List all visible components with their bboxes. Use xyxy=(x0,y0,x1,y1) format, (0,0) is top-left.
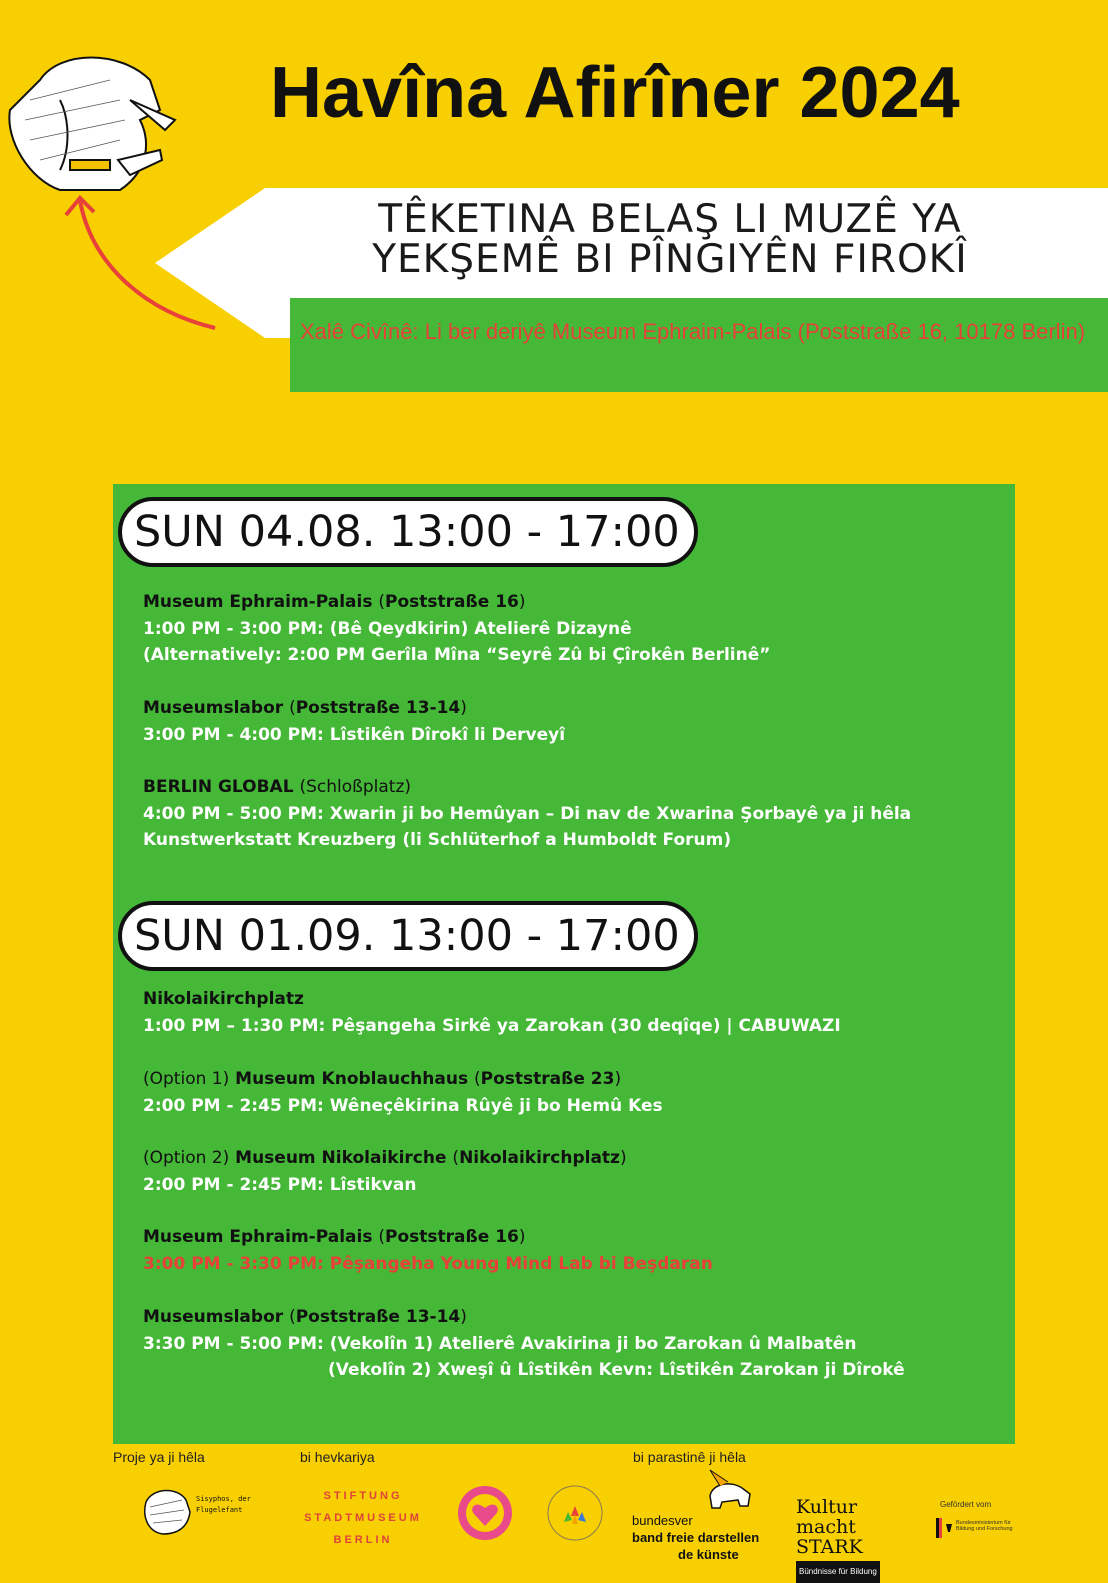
subtitle-line-1: TÊKETINA BELAŞ LI MUZÊ YA xyxy=(378,197,962,242)
location-address: Poststraße 23 xyxy=(480,1069,615,1089)
page-title: Havîna Afirîner 2024 xyxy=(270,53,960,133)
location-name: Museumslabor xyxy=(143,1307,284,1327)
schedule-line: 1:00 PM - 3:00 PM: (Bê Qeydkirin) Atelierê Dizaynê xyxy=(143,618,632,639)
kultur-macht-stark-logo xyxy=(796,1497,916,1583)
schedule-line: 3:30 PM - 5:00 PM: (Vekolîn 1) Atelierê Avakirina ji bo Zarokan û Malbatên xyxy=(143,1333,857,1354)
schedule-line: 4:00 PM - 5:00 PM: Xwarin ji bo Hemûyan – Di nav de Xwarina Şorbayê ya ji hêla xyxy=(143,803,912,824)
location-address: Poststraße 16 xyxy=(385,592,519,612)
schedule-line-highlight: 3:00 PM - 3:30 PM: Pêşangeha Young Mind Lab bi Beşdaran xyxy=(143,1253,713,1274)
schedule-line: (Alternatively: 2:00 PM Gerîla Mîna “Seyrê Zû bi Çîrokên Berlinê” xyxy=(143,645,771,665)
location-name: BERLIN GLOBAL xyxy=(143,777,294,797)
location-address: Poststraße 13-14 xyxy=(295,1307,461,1327)
flying-elephant-funder-icon xyxy=(700,1466,760,1516)
location-name: Nikolaikirchplatz xyxy=(143,989,304,1009)
funding-label: bi parastinê ji hêla xyxy=(633,1449,746,1465)
gefoerdert-label: Gefördert vom xyxy=(940,1500,992,1509)
schedule-block: Museumslabor (Poststraße 13-14) 3:30 PM - 5:00 PM: (Vekolîn 1) Atelierê Avakirina ji bo Zarokan û Malbatên (Vekolîn 2) Xweşî û Lîstikên Kevn: Lîstikên Zarokan ji Dîrokê xyxy=(143,1304,1003,1384)
meeting-point-banner xyxy=(290,298,1108,392)
bundesverband-logo xyxy=(632,1512,772,1563)
schedule-line: 1:00 PM – 1:30 PM: Pêşangeha Sirkê ya Zarokan (30 deqîqe) | CABUWAZI xyxy=(143,1015,841,1036)
option-label: (Option 1) xyxy=(143,1069,230,1089)
schedule-block: BERLIN GLOBAL (Schloßplatz) 4:00 PM - 5:00 PM: Xwarin ji bo Hemûyan – Di nav de Xwarina Şorbayê ya ji hêla Kunstwerkstatt Kreuzberg (li Schlüterhof a Humboldt Forum) xyxy=(143,774,1003,854)
option-label: (Option 2) xyxy=(143,1148,230,1168)
schedule-block: Museum Ephraim-Palais (Poststraße 16) 3:00 PM - 3:30 PM: Pêşangeha Young Mind Lab bi Beşdaran xyxy=(143,1224,1003,1277)
subtitle-line-2: YEKŞEMÊ BI PÎNGIYÊN FIROKÎ xyxy=(372,237,968,282)
schedule-block xyxy=(143,986,1003,1039)
location-name: Museum Knoblauchhaus xyxy=(235,1069,469,1089)
stiftung-line: STADTMUSEUM xyxy=(304,1512,422,1524)
sisyphos-logo xyxy=(138,1482,198,1542)
stiftung-line: BERLIN xyxy=(333,1534,393,1546)
schedule-block: Museum Ephraim-Palais (Poststraße 16) 1:00 PM - 3:00 PM: (Bê Qeydkirin) Atelierê Dizaynê (Alternatively: 2:00 PM Gerîla Mîna “Seyrê Zû bi Çîrokên Berlinê” xyxy=(143,589,1003,669)
location-name: Museumslabor xyxy=(143,698,284,718)
schedule-line: 2:00 PM - 2:45 PM: Lîstikvan xyxy=(143,1174,417,1195)
location-name: Museum Nikolaikirche xyxy=(235,1148,447,1168)
cooperation-label: bi hevkariya xyxy=(300,1449,375,1465)
location-name: Museum Ephraim-Palais xyxy=(143,592,373,612)
stiftung-line: STIFTUNG xyxy=(323,1490,403,1502)
schedule-line: 3:00 PM - 4:00 PM: Lîstikên Dîrokî li Derveyî xyxy=(143,724,566,745)
location-name: Museum Ephraim-Palais xyxy=(143,1227,373,1247)
schedule-line: Kunstwerkstatt Kreuzberg (li Schlüterhof a Humboldt Forum) xyxy=(143,830,732,850)
schedule-block: (Option 1) Museum Knoblauchhaus (Poststraße 23) 2:00 PM - 2:45 PM: Wêneçêkirina Rûyê ji bo Hemû Kes xyxy=(143,1066,1003,1119)
sisyphos-wordmark: Sisyphos, der Flugelefant xyxy=(196,1495,251,1514)
location-address: Poststraße 16 xyxy=(385,1227,519,1247)
project-label: Proje ya ji hêla xyxy=(113,1449,205,1465)
stadtteilzentrum-pankow-heart-logo xyxy=(456,1484,514,1542)
meeting-point: Xalê Civînê: Li ber deriyê Museum Ephraim-Palais (Poststraße 16, 10178 Berlin) xyxy=(300,319,1086,344)
kultur-line: Kultur xyxy=(796,1496,858,1518)
bund-line: band freie darstellen xyxy=(632,1530,760,1545)
schedule-block: (Option 2) Museum Nikolaikirche (Nikolaikirchplatz) 2:00 PM - 2:45 PM: Lîstikvan xyxy=(143,1145,1003,1198)
subtitle xyxy=(290,197,1050,282)
bmbf-label: Bundesministerium für Bildung und Forschung xyxy=(956,1520,1013,1532)
federal-eagle-icon xyxy=(936,1518,952,1538)
schedule-block: Museumslabor (Poststraße 13-14) 3:00 PM - 4:00 PM: Lîstikên Dîrokî li Derveyî xyxy=(143,695,1003,748)
schedule-line: 2:00 PM - 2:45 PM: Wêneçêkirina Rûyê ji bo Hemû Kes xyxy=(143,1095,663,1116)
kultur-subline: Bündnisse für Bildung xyxy=(796,1561,880,1583)
location-address: Poststraße 13-14 xyxy=(295,698,461,718)
stadtteilzentrum-empowerment-logo xyxy=(546,1484,604,1542)
location-address: Nikolaikirchplatz xyxy=(459,1148,620,1168)
bund-line: bundesver xyxy=(632,1513,693,1528)
date-pill: SUN 01.09. 13:00 - 17:00 xyxy=(118,901,698,971)
location-address: Schloßplatz xyxy=(306,777,405,797)
bund-line: de künste xyxy=(678,1547,739,1562)
schedule-line: (Vekolîn 2) Xweşî û Lîstikên Kevn: Lîstikên Zarokan ji Dîrokê xyxy=(328,1360,905,1380)
date-pill: SUN 04.08. 13:00 - 17:00 xyxy=(118,497,698,567)
kultur-line: macht STARK xyxy=(796,1516,863,1558)
stiftung-stadtmuseum-logo xyxy=(298,1485,428,1551)
